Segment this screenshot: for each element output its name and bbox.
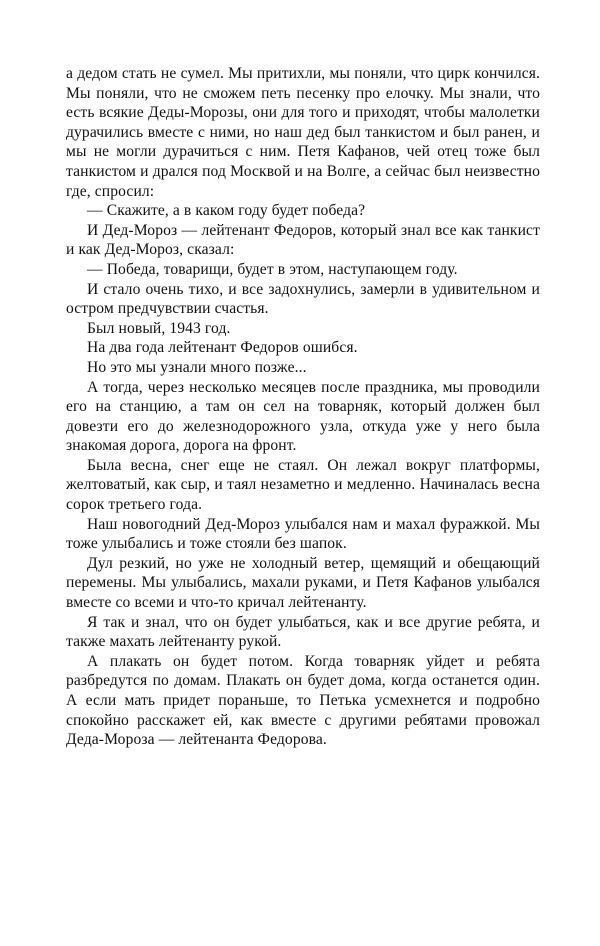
paragraph: — Победа, товарищи, будет в этом, наступающем году. [87, 260, 458, 278]
paragraph: — Скажите, а в каком году будет победа? [87, 202, 366, 220]
paragraph: Дул резкий, но уже не холодный ветер, щемящий и обещающий перемены. Мы улыбались, махали руками, и Петя Кафанов улыбался вместе со всеми и что-то кричал лейтенанту. [66, 554, 540, 612]
paragraph: А тогда, через несколько месяцев после праздника, мы проводили его на станцию, а там он сел на товарняк, который должен был довезти его до железнодорожного узла, откуда уже у него была знакомая дорога, дорога на фронт. [66, 378, 540, 455]
document-body [66, 64, 540, 750]
paragraph: Был новый, 1943 год. [87, 319, 231, 337]
paragraph: Была весна, снег еще не стаял. Он лежал вокруг платформы, желтоватый, как сыр, и таял незаметно и медленно. Начиналась весна сорок третьего года. [66, 456, 540, 514]
paragraph: На два года лейтенант Федоров ошибся. [87, 339, 358, 357]
paragraph: Но это мы узнали много позже... [87, 358, 307, 376]
paragraph: Наш новогодний Дед-Мороз улыбался нам и махал фуражкой. Мы тоже улыбались и тоже стояли без шапок. [66, 515, 540, 553]
paragraph: И Дед-Мороз — лейтенант Федоров, который знал все как танкист и как Дед-Мороз, сказал: [66, 221, 540, 259]
paragraph: а дедом стать не сумел. Мы притихли, мы поняли, что цирк кончился. Мы поняли, что не сможем петь песенку про елочку. Мы знали, что есть всякие Деды-Морозы, они для того и приходят, чтобы малолетки дурачились вместе с ними, но наш дед был танкистом и был ранен, и мы не могли дурачиться с ним. Петя Кафанов, чей отец тоже был танкистом и дрался под Москвой и на Волге, а сейчас был неизвестно где, спросил: [66, 65, 540, 200]
paragraph: Я так и знал, что он будет улыбаться, как и все другие ребята, и также махать лейтенанту рукой. [66, 613, 540, 651]
paragraph: И стало очень тихо, и все задохнулись, замерли в удивительном и остром предчувствии счастья. [66, 280, 540, 318]
paragraph: А плакать он будет потом. Когда товарняк уйдет и ребята разбредутся по домам. Плакать он будет дома, когда останется один. А если мать придет пораньше, то Петька усмехнется и подробно спокойно расскажет ей, как вместе с другими ребятами провожал Деда-Мороза — лейтенанта Федорова. [66, 652, 540, 749]
